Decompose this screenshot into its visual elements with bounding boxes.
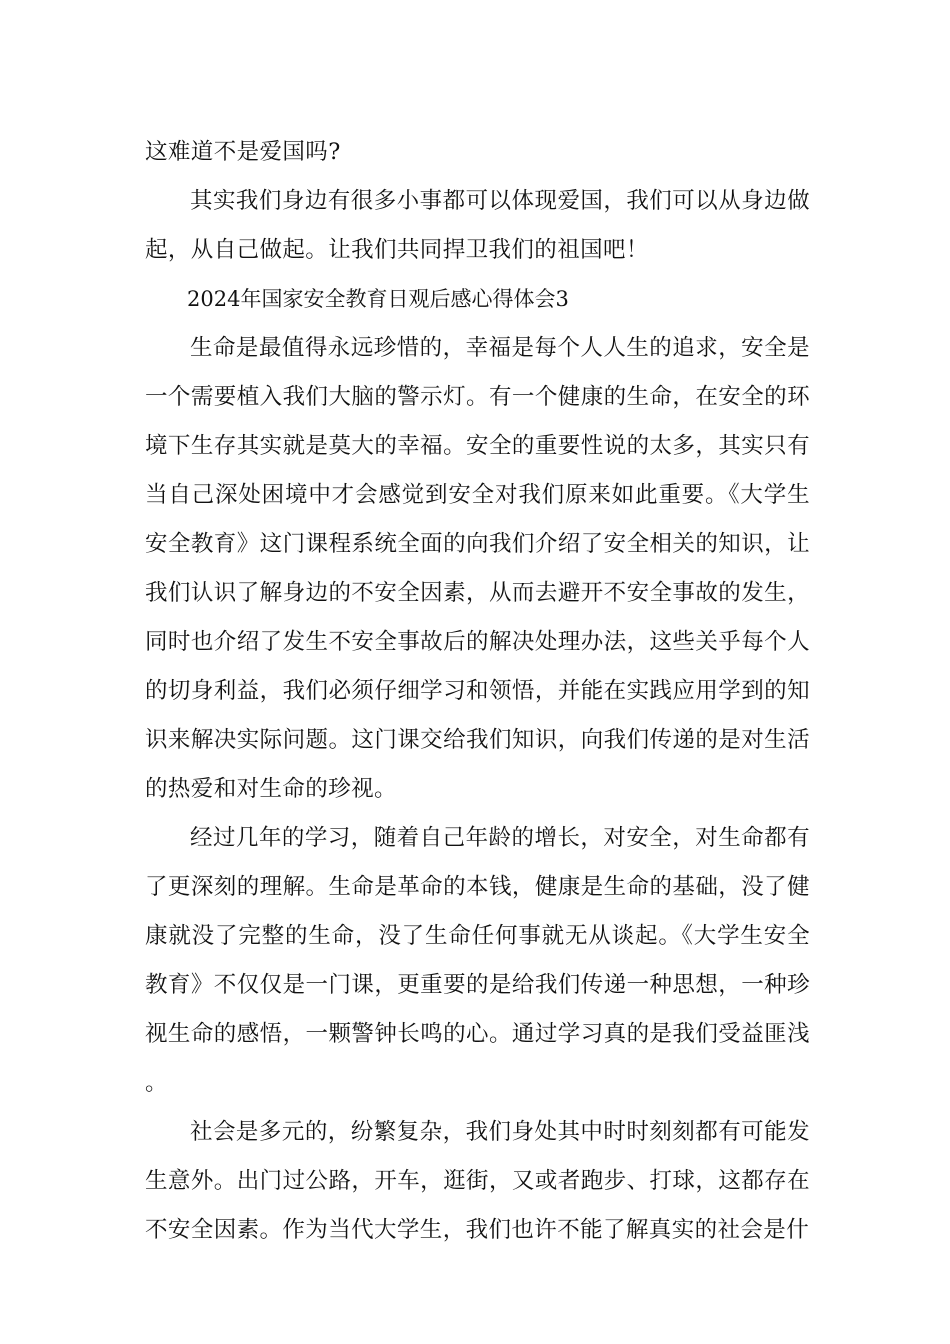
paragraph-learning-reflection: 经过几年的学习，随着自己年龄的增长，对安全，对生命都有了更深刻的理解。生命是革命的本钱，健康是生命的基础，没了健康就没了完整的生命，没了生命任何事就无从谈起。《大学生安全教育》不仅仅是一门课，更重要的是给我们传递一种思想，一种珍视生命的感悟，一颗警钟长鸣的心。通过学习真的是我们受益匪浅。 xyxy=(145,825,810,1096)
paragraph-life-safety: 生命是最值得永远珍惜的，幸福是每个人人生的追求，安全是一个需要植入我们大脑的警示灯。有一个健康的生命，在安全的环境下生存其实就是莫大的幸福。安全的重要性说的太多，其实只有当自己深处困境中才会感觉到安全对我们原来如此重要。《大学生安全教育》这门课程系统全面的向我们介绍了安全相关的知识，让我们认识了解身边的不安全因素，从而去避开不安全事故的发生，同时也介绍了发生不安全事故后的解决处理办法，这些关乎每个人的切身利益，我们必须仔细学习和领悟，并能在实践应用学到的知识来解决实际问题。这门课交给我们知识，向我们传递的是对生活的热爱和对生命的珍视。 xyxy=(145,335,810,802)
section-heading: 2024年国家安全教育日观后感心得体会3 xyxy=(187,287,569,311)
paragraph-patriotism-closing: 其实我们身边有很多小事都可以体现爱国，我们可以从身边做起，从自己做起。让我们共同捍卫我们的祖国吧！ xyxy=(145,188,810,263)
document-body xyxy=(145,128,810,1255)
paragraph-continuation: 这难道不是爱国吗? xyxy=(145,139,341,165)
paragraph-society-risks: 社会是多元的，纷繁复杂，我们身处其中时时刻刻都有可能发生意外。出门过公路，开车，逛街，又或者跑步、打球，这都存在不安全因素。作为当代大学生，我们也许不能了解真实的社会是什 xyxy=(145,1119,810,1243)
